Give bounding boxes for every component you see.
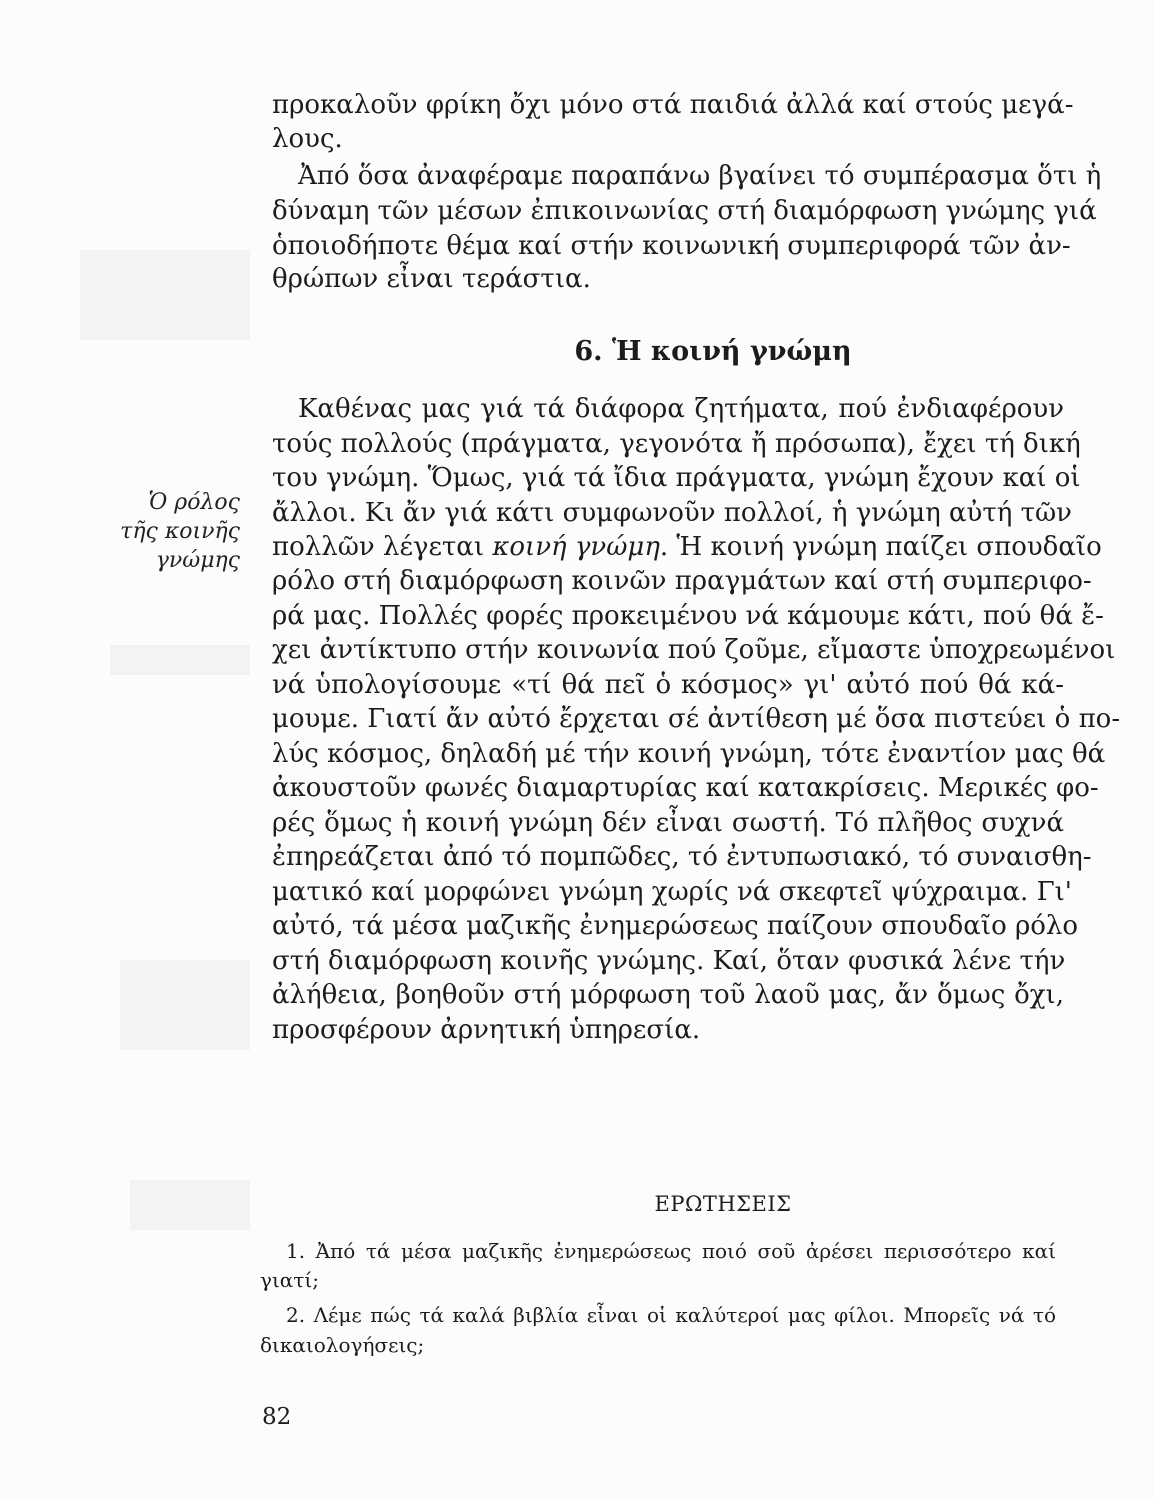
body-text-line: του γνώμη. Ὅμως, γιά τά ἴδια πράγματα, γνώμη ἔχουν καί οἱ	[272, 463, 1081, 493]
page-number: 82	[262, 1404, 292, 1430]
question-line: 2. Λέμε πώς τά καλά βιβλία εἶναι οἱ καλύτεροί μας φίλοι. Μπορεῖς νά τό	[286, 1303, 1056, 1327]
body-text-line: στή διαμόρφωση κοινῆς γνώμης. Καί, ὅταν φυσικά λένε τήν	[272, 946, 1066, 976]
body-text-segment: . Ἡ κοινή γνώμη παίζει σπουδαῖο	[659, 532, 1102, 562]
body-text-line: ὁποιοδήποτε θέμα καί στήν κοινωνική συμπεριφορά τῶν ἀν-	[272, 231, 1071, 261]
body-text-line: προσφέρουν ἀρνητική ὑπηρεσία.	[272, 1015, 701, 1045]
body-text-line: Ἀπό ὅσα ἀναφέραμε παραπάνω βγαίνει τό συμπέρασμα ὅτι ἡ	[298, 161, 1102, 191]
body-text-line: ματικό καί μορφώνει γνώμη χωρίς νά σκεφτεῖ ψύχραιμα. Γι'	[272, 877, 1072, 907]
section-title: 6. Ἡ κοινή γνώμη	[574, 336, 852, 367]
margin-note-line: τῆς κοινῆς	[120, 519, 240, 544]
body-text-line: θρώπων εἶναι τεράστια.	[272, 264, 591, 294]
body-text-line: ἀκουστοῦν φωνές διαμαρτυρίας καί κατακρίσεις. Μερικές φο-	[272, 773, 1099, 803]
key-term-italic: κοινή γνώμη	[492, 532, 660, 562]
body-text-line: ρόλο στή διαμόρφωση κοινῶν πραγμάτων καί στή συμπεριφο-	[272, 566, 1092, 596]
show-through-shadow	[130, 1180, 250, 1230]
body-text-line: δύναμη τῶν μέσων ἐπικοινωνίας στή διαμόρφωση γνώμης γιά	[272, 196, 1097, 226]
margin-note	[96, 488, 240, 575]
body-text-line: λύς κόσμος, δηλαδή μέ τήν κοινή γνώμη, τότε ἐναντίον μας θά	[272, 739, 1106, 769]
body-text-line	[272, 532, 1102, 562]
body-text-line: ἀλήθεια, βοηθοῦν στή μόρφωση τοῦ λαοῦ μας, ἄν ὅμως ὄχι,	[272, 980, 1064, 1010]
body-text-line: ρά μας. Πολλές φορές προκειμένου νά κάμουμε κάτι, πού θά ἔ-	[272, 601, 1104, 631]
questions-heading: ΕΡΩΤΗΣΕΙΣ	[654, 1192, 792, 1216]
body-text-line: λους.	[272, 124, 343, 154]
margin-note-line: Ὁ ρόλος	[148, 490, 240, 515]
body-text-line: νά ὑπολογίσουμε «τί θά πεῖ ὁ κόσμος» γι' αὐτό πού θά κά-	[272, 670, 1064, 700]
question-line: γιατί;	[260, 1268, 319, 1292]
body-text-line: αὐτό, τά μέσα μαζικῆς ἐνημερώσεως παίζουν σπουδαῖο ρόλο	[272, 911, 1079, 941]
body-text-line: προκαλοῦν φρίκη ὄχι μόνο στά παιδιά ἀλλά καί στούς μεγά-	[272, 90, 1074, 120]
margin-note-line: γνώμης	[155, 548, 240, 573]
question-line: δικαιολογήσεις;	[260, 1333, 425, 1357]
body-text-segment: πολλῶν λέγεται	[272, 532, 493, 562]
show-through-shadow	[110, 645, 250, 675]
body-text-line: χει ἀντίκτυπο στήν κοινωνία πού ζοῦμε, εἴμαστε ὑποχρεωμένοι	[272, 635, 1116, 665]
body-text-line: ἄλλοι. Κι ἄν γιά κάτι συμφωνοῦν πολλοί, ἡ γνώμη αὐτή τῶν	[272, 498, 1072, 528]
body-text-line: ρές ὅμως ἡ κοινή γνώμη δέν εἶναι σωστή. Τό πλῆθος συχνά	[272, 808, 1064, 838]
body-text-line: ἐπηρεάζεται ἀπό τό πομπῶδες, τό ἐντυπωσιακό, τό συναισθη-	[272, 842, 1092, 872]
body-text-line: μουμε. Γιατί ἄν αὐτό ἔρχεται σέ ἀντίθεση μέ ὅσα πιστεύει ὁ πο-	[272, 704, 1121, 734]
show-through-shadow	[120, 960, 250, 1050]
question-line: 1. Ἀπό τά μέσα μαζικῆς ἐνημερώσεως ποιό σοῦ ἀρέσει περισσότερο καί	[286, 1239, 1056, 1263]
show-through-shadow	[80, 250, 250, 340]
body-text-line: τούς πολλούς (πράγματα, γεγονότα ἤ πρόσωπα), ἔχει τή δική	[272, 429, 1081, 459]
body-text-line: Καθένας μας γιά τά διάφορα ζητήματα, πού ἐνδιαφέρουν	[298, 394, 1064, 424]
